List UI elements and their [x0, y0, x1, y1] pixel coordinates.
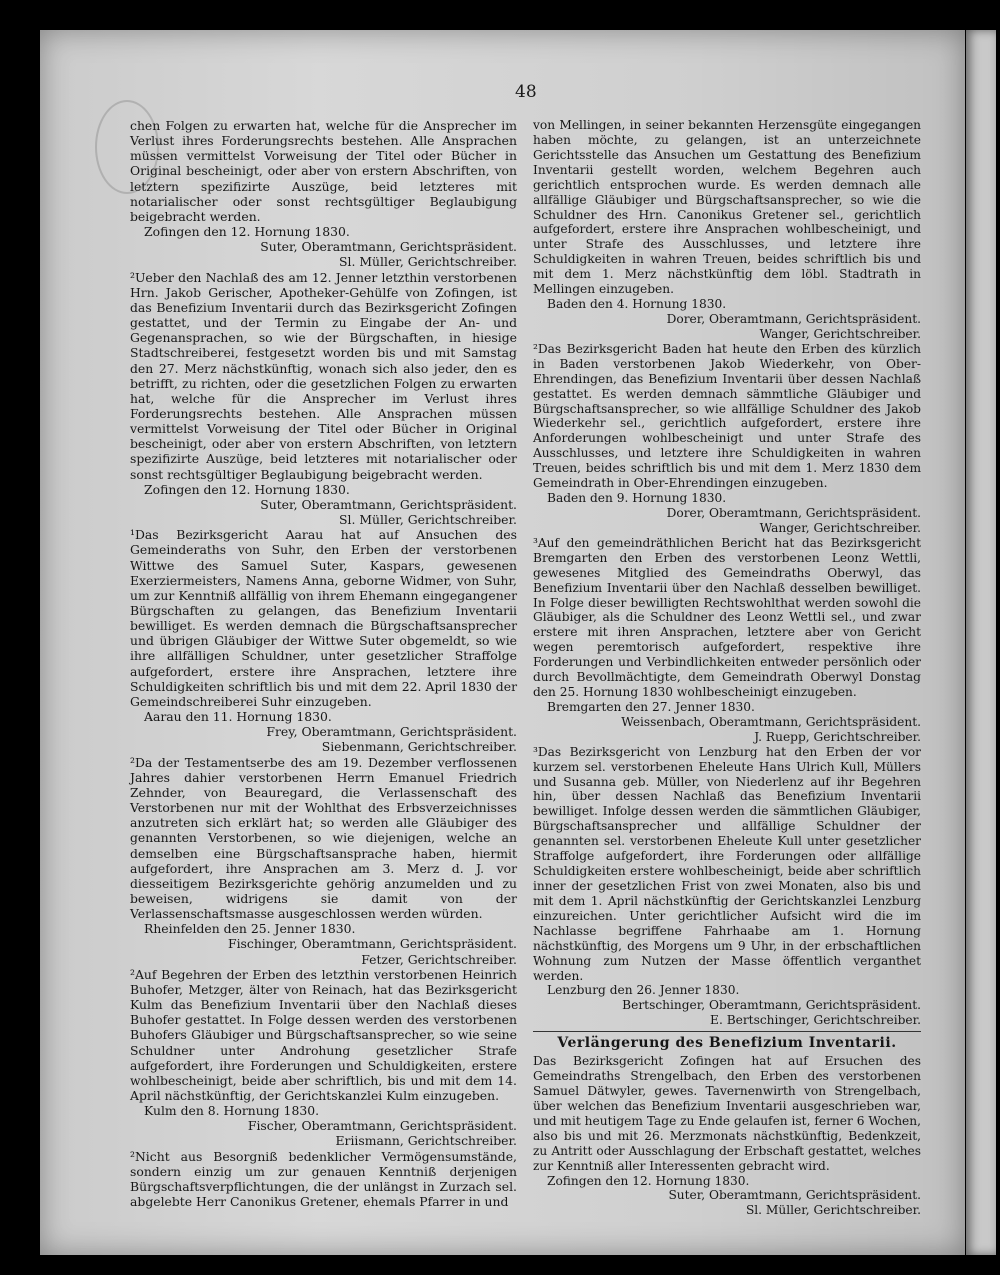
- notice-signature: Dorer, Oberamtmann, Gerichtspräsident.: [666, 505, 921, 520]
- notice-date: Zofingen den 12. Hornung 1830.: [144, 481, 350, 497]
- notice-signature: Suter, Oberamtmann, Gerichtspräsident.: [260, 239, 517, 255]
- notice-signature: Eriismann, Gerichtschreiber.: [335, 1133, 517, 1149]
- section-heading: Verlängerung des Benefizium Inventarii.: [557, 1035, 897, 1052]
- notice-date: Bremgarten den 27. Jenner 1830.: [547, 699, 755, 714]
- notice-text: ³Das Bezirksgericht von Lenzburg hat den Erben der vor kurzem sel. verstorbenen Eheleute Hans Ulrich Kull, Müllers und Susanna geb. Müller, von Niederlenz auf ihr Begehren hin, über dessen Nachlaß das Benefizium Inventarii bewilliget. Infolge dessen werden die sämmtlichen Gläubiger, Bürgschaftsansprecher und allfällige Schuldner der genannten sel. verstorbenen Eheleute Kull unter gesetzlicher Straffolge aufgefordert, ihre Forderungen oder allfällige Schuldigkeiten erstere wohlbescheinigt, beide aber schriftlich inner der gesetzlichen Frist von zwei Monaten, also bis und mit dem 1. April nächstkünftig der Gerichtskanzlei Lenzburg einzureichen. Unter gerichtlicher Aufsicht wird die im Nachlasse begriffene Fahrhaabe am 1. Hornung nächstkünftig, des Morgens um 9 Uhr, in der erbschaftlichen Wohnung zum Nutzen der Masse öffentlich verganthet werden.: [533, 744, 921, 983]
- notice-text: ¹Das Bezirksgericht Aarau hat auf Ansuchen des Gemeinderaths von Suhr, den Erben der verstorbenen Wittwe des Samuel Suter, Kaspars, gewesenen Exerziermeisters, Namens Anna, geborne Widmer, von Suhr, um zur Kenntniß allfällig von ihrem Ehemann eingegangener Bürgschaften zu gelangen, das Benefizium Inventarii bewilliget. Es werden demnach die Bürgschaftsansprecher und übrigen Gläubiger der Wittwe Suter obgemeldt, so wie ihre allfälligen Schuldner, unter gesetzlicher Straffolge aufgefordert, erstere ihre Ansprachen, letztere ihre Schuldigkeiten schriftlich bis und mit dem 22. April 1830 der Gemeindschreiberei Suhr einzugeben.: [130, 527, 517, 709]
- notice-signature: Fischinger, Oberamtmann, Gerichtspräsident.: [227, 936, 517, 952]
- notice-signature: Sl. Müller, Gerichtschreiber.: [339, 512, 517, 528]
- notice-signature: Suter, Oberamtmann, Gerichtspräsident.: [260, 496, 517, 512]
- notice-date: Zofingen den 12. Hornung 1830.: [144, 224, 350, 240]
- section-rule: [533, 1031, 921, 1032]
- notice-text: chen Folgen zu erwarten hat, welche für die Ansprecher im Verlust ihres Forderungsrechts bestehen. Alle Ansprachen müssen vermittelst Vorweisung der Titel oder Bücher in Original bescheinigt, oder aber von erstern Abschriften, von letztern spezifizirte Auszüge, beid letzteres mit notarialischer oder sonst rechtsgültiger Beglaubigung beigebracht werden.: [130, 118, 517, 224]
- adjacent-page-edge: [966, 30, 996, 1255]
- notice-date: Lenzburg den 26. Jenner 1830.: [547, 983, 740, 998]
- notice-date: Baden den 4. Hornung 1830.: [547, 297, 727, 312]
- notice-signature: Wanger, Gerichtschreiber.: [759, 326, 921, 341]
- notice-text: ²Nicht aus Besorgniß bedenklicher Vermögensumstände, sondern einzig um zur genauen Kenntniß derjenigen Bürgschaftsverpflichtungen, die der unlängst in Zurzach sel. abgelebte Herr Canonikus Gretener, ehemals Pfarrer in und: [130, 1148, 517, 1210]
- notice-text: ²Ueber den Nachlaß des am 12. Jenner letzthin verstorbenen Hrn. Jakob Gerischer, Apotheker-Gehülfe von Zofingen, ist das Benefizium Inventarii durch das Bezirksgericht Zofingen gestattet, und der Termin zu Eingabe der An- und Gegenansprachen, so wie der Bürgschaften, in hiesige Stadtschreiberei, festgesetzt worden bis und mit Samstag den 27. Merz nächstkünftig, wonach sich also jeder, den es betrifft, zu richten, oder die gesetzlichen Folgen zu erwarten hat, welche für die Ansprecher im Verlust ihres Forderungsrechts bestehen. Alle Ansprachen müssen vermittelst Vorweisung der Titel oder Bücher in Original bescheinigt, oder aber von erstern Abschriften, von letztern spezifizirte Auszüge, beid letzteres mit notarialischer oder sonst rechtsgültiger Beglaubigung beigebracht werden.: [130, 269, 517, 482]
- notice-signature: Wanger, Gerichtschreiber.: [759, 520, 921, 535]
- right-column: [533, 118, 921, 1218]
- notice-signature: Sl. Müller, Gerichtschreiber.: [339, 254, 517, 270]
- notice-date: Baden den 9. Hornung 1830.: [547, 491, 727, 506]
- notice-text: Das Bezirksgericht Zofingen hat auf Ersuchen des Gemeindraths Strengelbach, den Erben des verstorbenen Samuel Dätwyler, gewes. Tavernenwirth von Strengelbach, über welchen das Benefizium Inventarii ausgeschrieben war, und mit heutigem Tage zu Ende gelaufen ist, ferner 6 Wochen, also bis und mit 26. Merzmonats nächstkünftig, Bedenkzeit, zu Antritt oder Ausschlagung der Erbschaft gestattet, welches zur Kenntniß aller Interessenten gebracht wird.: [533, 1054, 921, 1173]
- notice-signature: Siebenmann, Gerichtschreiber.: [321, 739, 517, 755]
- page-number: 48: [515, 82, 537, 102]
- notice-signature: Dorer, Oberamtmann, Gerichtspräsident.: [666, 311, 921, 326]
- notice-signature: Fischer, Oberamtmann, Gerichtspräsident.: [247, 1118, 517, 1134]
- notice-text: ²Auf Begehren der Erben des letzthin verstorbenen Heinrich Buhofer, Metzger, älter von Reinach, hat das Bezirksgericht Kulm das Benefizium Inventarii über den Nachlaß dieses Buhofer gestattet. In Folge dessen werden des verstorbenen Buhofers Gläubiger und Bürgschaftsansprecher, so wie seine Schuldner unter Androhung gesetzlicher Strafe aufgefordert, ihre Forderungen und Schuldigkeiten, erstere wohlbescheinigt, beide aber schriftlich, bis und mit dem 14. April nächstkünftig, der Gerichtskanzlei Kulm einzugeben.: [130, 966, 517, 1103]
- notice-text: ²Das Bezirksgericht Baden hat heute den Erben des kürzlich in Baden verstorbenen Jakob Wiederkehr, von Ober-Ehrendingen, das Benefizium Inventarii über dessen Nachlaß gestattet. Es werden demnach sämmtliche Gläubiger und Bürgschaftsansprecher, so wie allfällige Schuldner des Jakob Wiederkehr sel., gerichtlich aufgefordert, erstere ihre Anforderungen wohlbescheinigt und unter Strafe des Ausschlusses, und letztere ihre Schuldigkeiten in wahren Treuen, beides schriftlich bis und mit dem 1. Merz 1830 dem Gemeindrath in Ober-Ehrendingen einzugeben.: [533, 341, 921, 491]
- notice-text: von Mellingen, in seiner bekannten Herzensgüte eingegangen haben möchte, zu gelangen, ist an unterzeichnete Gerichtsstelle das Ansuchen um Gestattung des Benefizium Inventarii gestellt worden, welchem Begehren auch gerichtlich entsprochen wurde. Es werden demnach alle allfällige Gläubiger und Bürgschaftsansprecher, so wie die Schuldner des Hrn. Canonikus Gretener sel., gerichtlich aufgefordert, erstere ihre Ansprachen wohlbescheinigt, und unter Strafe des Ausschlusses, und letztere ihre Schuldigkeiten in wahren Treuen, beides schriftlich bis und mit dem 1. Merz nächstkünftig dem löbl. Stadtrath in Mellingen einzugeben.: [533, 118, 921, 297]
- notice-date: Rheinfelden den 25. Jenner 1830.: [144, 921, 356, 937]
- notice-date: Aarau den 11. Hornung 1830.: [144, 709, 332, 725]
- notice-date: Zofingen den 12. Hornung 1830.: [547, 1173, 750, 1188]
- notice-signature: Sl. Müller, Gerichtschreiber.: [745, 1203, 921, 1218]
- notice-signature: Frey, Oberamtmann, Gerichtspräsident.: [266, 724, 517, 740]
- notice-signature: J. Ruepp, Gerichtschreiber.: [754, 729, 921, 744]
- notice-signature: E. Bertschinger, Gerichtschreiber.: [710, 1013, 921, 1028]
- notice-text: ³Auf den gemeindräthlichen Bericht hat das Bezirksgericht Bremgarten den Erben des verstorbenen Leonz Wettli, gewesenes Mitglied des Gemeindraths Oberwyl, das Benefizium Inventarii über den Nachlaß desselben bewilliget. In Folge dieser bewilligten Rechtswohlthat werden sowohl die Gläubiger, als die Schuldner des Leonz Wettli sel., und zwar erstere mit ihren Ansprachen, letztere aber von Gericht wegen peremtorisch aufgefordert, respektive ihre Forderungen und Verbindlichkeiten entweder persönlich oder durch Bevollmächtigte, dem Gemeindrath Oberwyl Donstag den 25. Hornung 1830 wohlbescheinigt einzugeben.: [533, 535, 921, 700]
- notice-signature: Suter, Oberamtmann, Gerichtspräsident.: [668, 1188, 921, 1203]
- left-column: [130, 118, 517, 1209]
- notice-signature: Fetzer, Gerichtschreiber.: [361, 951, 517, 967]
- notice-date: Kulm den 8. Hornung 1830.: [144, 1103, 320, 1119]
- notice-text: ²Da der Testamentserbe des am 19. Dezember verflossenen Jahres dahier verstorbenen Herrn Emanuel Friedrich Zehnder, von Beauregard, die Verlassenschaft des Verstorbenen nur mit der Wohlthat des Erbsverzeichnisses anzutreten sich erklärt hat; so werden alle Gläubiger des genannten Verstorbenen, so wie diejenigen, welche an demselben eine Bürgschaftsansprache haben, hiermit aufgefordert, ihre Ansprachen am 3. Merz d. J. vor diesseitigem Bezirksgerichte gehörig anzumelden und zu beweisen, widrigens sie damit von der Verlassenschaftsmasse ausgeschlossen werden würden.: [130, 754, 517, 922]
- notice-signature: Bertschinger, Oberamtmann, Gerichtspräsident.: [622, 998, 921, 1013]
- notice-signature: Weissenbach, Oberamtmann, Gerichtspräsident.: [621, 714, 921, 729]
